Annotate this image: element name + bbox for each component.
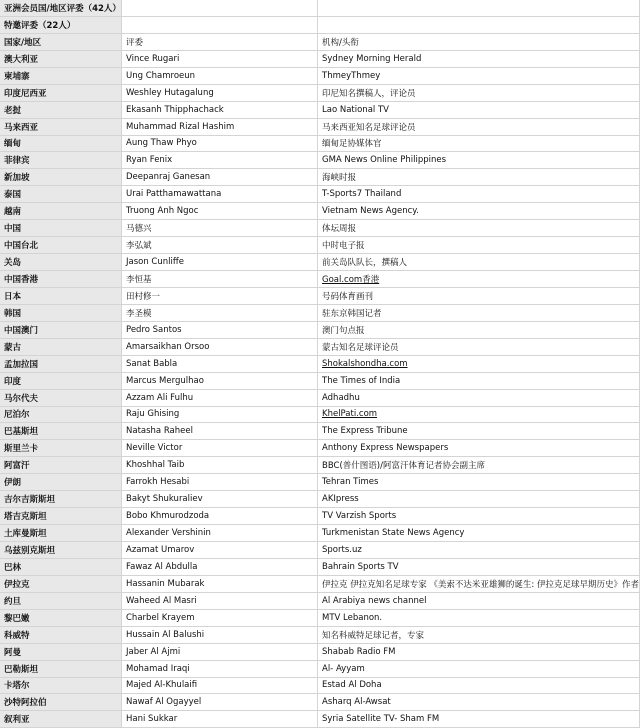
country-cell[interactable]: 孟加拉国 — [0, 356, 122, 373]
organization-cell[interactable]: Al Arabiya news channel — [318, 593, 640, 610]
judge-cell[interactable]: 李圣模 — [122, 305, 318, 322]
organization-cell[interactable]: Asharq Al-Awsat — [318, 694, 640, 711]
judge-cell[interactable]: Ekasanh Thipphachack — [122, 102, 318, 119]
organization-cell[interactable]: T-Sports7 Thailand — [318, 186, 640, 203]
country-cell[interactable]: 伊朗 — [0, 474, 122, 491]
organization-cell[interactable]: The Times of India — [318, 373, 640, 390]
organization-cell[interactable]: Sports.uz — [318, 542, 640, 559]
organization-cell[interactable]: Syria Satellite TV- Sham FM — [318, 711, 640, 728]
country-cell[interactable]: 印度尼西亚 — [0, 85, 122, 102]
judge-cell[interactable]: Alexander Vershinin — [122, 525, 318, 542]
country-cell[interactable]: 阿富汗 — [0, 457, 122, 474]
country-cell[interactable]: 泰国 — [0, 186, 122, 203]
judge-cell[interactable]: Pedro Santos — [122, 322, 318, 339]
organization-cell[interactable]: 伊拉克 伊拉克知名足球专家 《美索不达米亚雄狮的诞生: 伊拉克足球早期历史》作者 — [318, 576, 640, 593]
empty-cell[interactable] — [318, 17, 640, 34]
country-cell[interactable]: 中国 — [0, 220, 122, 237]
organization-cell[interactable]: TV Varzish Sports — [318, 508, 640, 525]
country-cell[interactable]: 关岛 — [0, 254, 122, 271]
country-cell[interactable]: 尼泊尔 — [0, 407, 122, 424]
country-cell[interactable]: 菲律宾 — [0, 152, 122, 169]
judge-cell[interactable]: Majed Al-Khulaifi — [122, 678, 318, 695]
country-cell[interactable]: 吉尔吉斯斯坦 — [0, 491, 122, 508]
country-cell[interactable]: 斯里兰卡 — [0, 440, 122, 457]
organization-cell[interactable]: 蒙古知名足球评论员 — [318, 339, 640, 356]
organization-link-cell[interactable]: Shokalshondha.com — [318, 356, 640, 373]
organization-cell[interactable]: AKIpress — [318, 491, 640, 508]
header-organization[interactable]: 机构/头衔 — [318, 34, 640, 51]
organization-cell[interactable]: ThmeyThmey — [318, 68, 640, 85]
judge-cell[interactable]: Ung Chamroeun — [122, 68, 318, 85]
country-cell[interactable]: 巴基斯坦 — [0, 423, 122, 440]
country-cell[interactable]: 韩国 — [0, 305, 122, 322]
country-cell[interactable]: 约旦 — [0, 593, 122, 610]
country-cell[interactable]: 蒙古 — [0, 339, 122, 356]
organization-cell[interactable]: Shabab Radio FM — [318, 644, 640, 661]
country-cell[interactable]: 乌兹别克斯坦 — [0, 542, 122, 559]
judge-cell[interactable]: Aung Thaw Phyo — [122, 136, 318, 153]
section-title[interactable]: 亚洲会员国/地区评委（42人） — [0, 0, 122, 17]
country-cell[interactable]: 塔吉克斯坦 — [0, 508, 122, 525]
judge-cell[interactable]: Raju Ghising — [122, 407, 318, 424]
judge-cell[interactable]: 田村修一 — [122, 288, 318, 305]
judge-cell[interactable]: Waheed Al Masri — [122, 593, 318, 610]
empty-cell[interactable] — [122, 0, 318, 17]
judge-cell[interactable]: Nawaf Al Ogayyel — [122, 694, 318, 711]
judge-cell[interactable]: Bakyt Shukuraliev — [122, 491, 318, 508]
judge-cell[interactable]: Bobo Khmurodzoda — [122, 508, 318, 525]
organization-cell[interactable]: 驻东京韩国记者 — [318, 305, 640, 322]
country-cell[interactable]: 缅甸 — [0, 136, 122, 153]
country-cell[interactable]: 澳大利亚 — [0, 51, 122, 68]
judge-cell[interactable]: 马德兴 — [122, 220, 318, 237]
country-cell[interactable]: 巴林 — [0, 559, 122, 576]
country-cell[interactable]: 叙利亚 — [0, 711, 122, 728]
judge-cell[interactable]: Truong Anh Ngoc — [122, 203, 318, 220]
section-subtitle[interactable]: 特邀评委（22人） — [0, 17, 122, 34]
organization-cell[interactable]: Sydney Morning Herald — [318, 51, 640, 68]
organization-cell[interactable]: The Express Tribune — [318, 423, 640, 440]
judge-cell[interactable]: Muhammad Rizal Hashim — [122, 119, 318, 136]
country-cell[interactable]: 日本 — [0, 288, 122, 305]
judge-cell[interactable]: Azzam Ali Fulhu — [122, 390, 318, 407]
organization-cell[interactable]: BBC(普什图语)/阿富汗体育记者协会副主席 — [318, 457, 640, 474]
organization-cell[interactable]: 缅甸足协媒体官 — [318, 136, 640, 153]
organization-link-cell[interactable]: KhelPati.com — [318, 407, 640, 424]
country-cell[interactable]: 柬埔寨 — [0, 68, 122, 85]
country-cell[interactable]: 卡塔尔 — [0, 678, 122, 695]
judge-cell[interactable]: Amarsaikhan Orsoo — [122, 339, 318, 356]
organization-cell[interactable]: 知名科威特足球记者，专家 — [318, 627, 640, 644]
country-cell[interactable]: 马来西亚 — [0, 119, 122, 136]
organization-cell[interactable]: Adhadhu — [318, 390, 640, 407]
judge-cell[interactable]: Neville Victor — [122, 440, 318, 457]
organization-cell[interactable]: Bahrain Sports TV — [318, 559, 640, 576]
organization-cell[interactable]: Vietnam News Agency. — [318, 203, 640, 220]
country-cell[interactable]: 印度 — [0, 373, 122, 390]
organization-cell[interactable]: 中时电子报 — [318, 237, 640, 254]
country-cell[interactable]: 伊拉克 — [0, 576, 122, 593]
organization-cell[interactable]: GMA News Online Philippines — [318, 152, 640, 169]
header-judge[interactable]: 评委 — [122, 34, 318, 51]
organization-cell[interactable]: 体坛周报 — [318, 220, 640, 237]
organization-cell[interactable]: Turkmenistan State News Agency — [318, 525, 640, 542]
judge-cell[interactable]: Ryan Fenix — [122, 152, 318, 169]
country-cell[interactable]: 中国台北 — [0, 237, 122, 254]
judge-cell[interactable]: Deepanraj Ganesan — [122, 169, 318, 186]
organization-cell[interactable]: 印尼知名撰稿人，评论员 — [318, 85, 640, 102]
judge-cell[interactable]: Charbel Krayem — [122, 610, 318, 627]
organization-cell[interactable]: Anthony Express Newspapers — [318, 440, 640, 457]
judge-cell[interactable]: Weshley Hutagalung — [122, 85, 318, 102]
judge-cell[interactable]: 李弘斌 — [122, 237, 318, 254]
organization-cell[interactable]: MTV Lebanon. — [318, 610, 640, 627]
organization-cell[interactable]: 号码体育画刊 — [318, 288, 640, 305]
judge-cell[interactable]: Sanat Babla — [122, 356, 318, 373]
judge-cell[interactable]: Azamat Umarov — [122, 542, 318, 559]
country-cell[interactable]: 马尔代夫 — [0, 390, 122, 407]
empty-cell[interactable] — [122, 17, 318, 34]
country-cell[interactable]: 老挝 — [0, 102, 122, 119]
country-cell[interactable]: 越南 — [0, 203, 122, 220]
judge-cell[interactable]: Hani Sukkar — [122, 711, 318, 728]
header-country[interactable]: 国家/地区 — [0, 34, 122, 51]
organization-link-cell[interactable]: Goal.com香港 — [318, 271, 640, 288]
empty-cell[interactable] — [318, 0, 640, 17]
judge-cell[interactable]: Natasha Raheel — [122, 423, 318, 440]
organization-cell[interactable]: 澳门句点报 — [318, 322, 640, 339]
organization-cell[interactable]: 马来西亚知名足球评论员 — [318, 119, 640, 136]
judge-cell[interactable]: Fawaz Al Abdulla — [122, 559, 318, 576]
judge-cell[interactable]: Vince Rugari — [122, 51, 318, 68]
country-cell[interactable]: 土库曼斯坦 — [0, 525, 122, 542]
organization-cell[interactable]: Al- Ayyam — [318, 661, 640, 678]
judge-cell[interactable]: Mohamad Iraqi — [122, 661, 318, 678]
organization-cell[interactable]: Tehran Times — [318, 474, 640, 491]
country-cell[interactable]: 巴勒斯坦 — [0, 661, 122, 678]
judge-cell[interactable]: Marcus Mergulhao — [122, 373, 318, 390]
organization-cell[interactable]: 海峡时报 — [318, 169, 640, 186]
judge-cell[interactable]: Hussain Al Balushi — [122, 627, 318, 644]
judge-cell[interactable]: Jason Cunliffe — [122, 254, 318, 271]
judge-cell[interactable]: Jaber Al Ajmi — [122, 644, 318, 661]
judge-cell[interactable]: Hassanin Mubarak — [122, 576, 318, 593]
judge-cell[interactable]: Farrokh Hesabi — [122, 474, 318, 491]
country-cell[interactable]: 阿曼 — [0, 644, 122, 661]
organization-cell[interactable]: 前关岛队队长，撰稿人 — [318, 254, 640, 271]
country-cell[interactable]: 黎巴嫩 — [0, 610, 122, 627]
country-cell[interactable]: 沙特阿拉伯 — [0, 694, 122, 711]
country-cell[interactable]: 中国香港 — [0, 271, 122, 288]
country-cell[interactable]: 新加坡 — [0, 169, 122, 186]
judge-cell[interactable]: 李恒基 — [122, 271, 318, 288]
organization-cell[interactable]: Estad Al Doha — [318, 678, 640, 695]
judge-cell[interactable]: Urai Patthamawattana — [122, 186, 318, 203]
country-cell[interactable]: 科威特 — [0, 627, 122, 644]
judge-cell[interactable]: Khoshhal Taib — [122, 457, 318, 474]
country-cell[interactable]: 中国澳门 — [0, 322, 122, 339]
organization-cell[interactable]: Lao National TV — [318, 102, 640, 119]
